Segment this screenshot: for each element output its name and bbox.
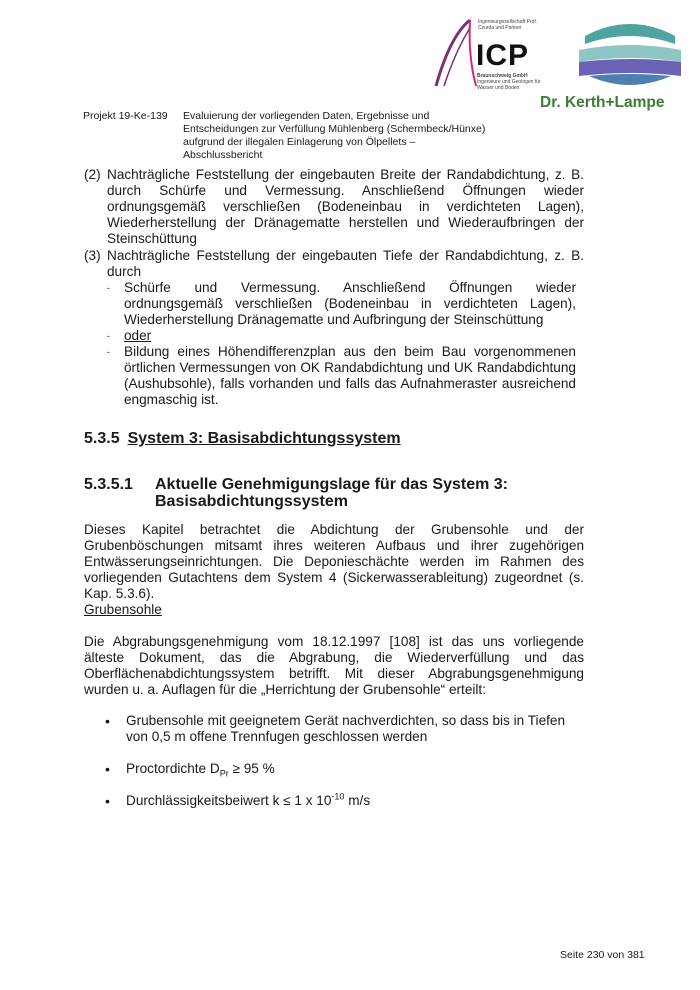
section-number: 5.3.5 <box>84 430 120 447</box>
bullet-marker: • <box>105 793 110 809</box>
section-title: System 3: Basisabdichtungssystem <box>127 430 401 447</box>
paragraph-intro: Dieses Kapitel betrachtet die Abdichtung der Grubensohle und der Grubenböschungen mitsamt ihres weiteren Aufbaus und ihrer zugehörigen Entwässerungseinrichtungen. Die Deponieschächte werden im Rahmen des vorliegenden Gutachtens dem System 4 (Sickerwasserableitung) zugeordnet (s. Kap. 5.3.6). <box>84 522 584 601</box>
bullet-nachverdichten: Grubensohle mit geeignetem Gerät nachverdichten, so dass bis in Tiefen von 0,5 m offene Trennfugen geschlossen werden <box>126 713 566 744</box>
item-3-text: Nachträgliche Feststellung der eingebauten Tiefe der Randabdichtung, z. B. durch <box>107 248 584 279</box>
section-heading-5-3-5 <box>84 429 401 449</box>
icp-company-line: Ingenieurgesellschaft Prof. Czurda und Partner <box>478 19 538 31</box>
page-number: Seite 230 von 381 <box>560 949 645 961</box>
item-2-text: Nachträgliche Feststellung der eingebauten Breite der Randabdichtung, z. B. durch Schürfe und Vermessung. Anschließend Öffnungen wieder ordnungsgemäß verschließen (Bodeneinbau in verdichteten Lagen), Wiederherstellung der Dränagematte herstellen und Wiederaufbringen der Steinschüttung <box>107 167 584 246</box>
icp-letters: ICP <box>476 39 530 72</box>
project-description: Evaluierung der vorliegenden Daten, Ergebnisse und Entscheidungen zur Verfüllung Mühlenberg (Schermbeck/Hünxe) aufgrund der illegalen Einlagerung von Ölpellets – Abschlussbericht <box>183 110 486 161</box>
section-number-5-3-5-1: 5.3.5.1 <box>84 476 133 493</box>
project-number: Projekt 19-Ke-139 <box>83 110 168 122</box>
item-3-number: (3) <box>84 248 101 263</box>
kerth-lampe-logo <box>575 18 685 90</box>
dash-marker: - <box>107 331 110 341</box>
section-title-5-3-5-1: Aktuelle Genehmigungslage für das System 3: Basisabdichtungssystem <box>155 476 508 510</box>
item-3-sub-1: Schürfe und Vermessung. Anschließend Öffnungen wieder ordnungsgemäß verschließen (Bodeneinbau in verdichteten Lagen), Wiederherstellung Dränagematte und Aufbringung der Steinschüttung <box>124 280 576 327</box>
bullet-marker: • <box>105 713 110 729</box>
dash-marker: - <box>107 347 110 357</box>
bullet-proctordichte: Proctordichte $D_{Pr} \ge 95$ % <box>126 761 275 779</box>
bullet-marker: • <box>105 761 110 777</box>
dash-marker: - <box>107 283 110 293</box>
item-3-sub-or: oder <box>124 328 152 343</box>
subheading-grubensohle: Grubensohle <box>84 602 162 617</box>
bullet-durchlaessigkeit: Durchlässigkeitsbeiwert k ≤ 1 x $10^{-10}$ m/s <box>126 791 371 808</box>
item-3-sub-3: Bildung eines Höhendifferenzplan aus den beim Bau vorgenommenen örtlichen Vermessungen von OK Randabdichtung und UK Randabdichtung (Aushubsohle), falls vorhanden und falls das Aufnahmeraster ausreichend engmaschig ist. <box>124 344 576 407</box>
item-2-number: (2) <box>84 167 101 182</box>
paragraph-genehmigung: Die Abgrabungsgenehmigung vom 18.12.1997 [108] ist das uns vorliegende älteste Dokument, das die Abgrabung, die Wiederverfüllung und das Oberflächenabdichtungssystem betrifft. Mit dieser Abgrabungsgenehmigung wurden u. a. Auflagen für die „Herrichtung der Grubensohle“ erteilt: <box>84 634 584 697</box>
kerth-lampe-name: Dr. Kerth+Lampe <box>540 94 665 111</box>
icp-subtitle: Braunschweig GmbH Ingenieure und Geologen für Wasser und Boden <box>477 73 541 91</box>
